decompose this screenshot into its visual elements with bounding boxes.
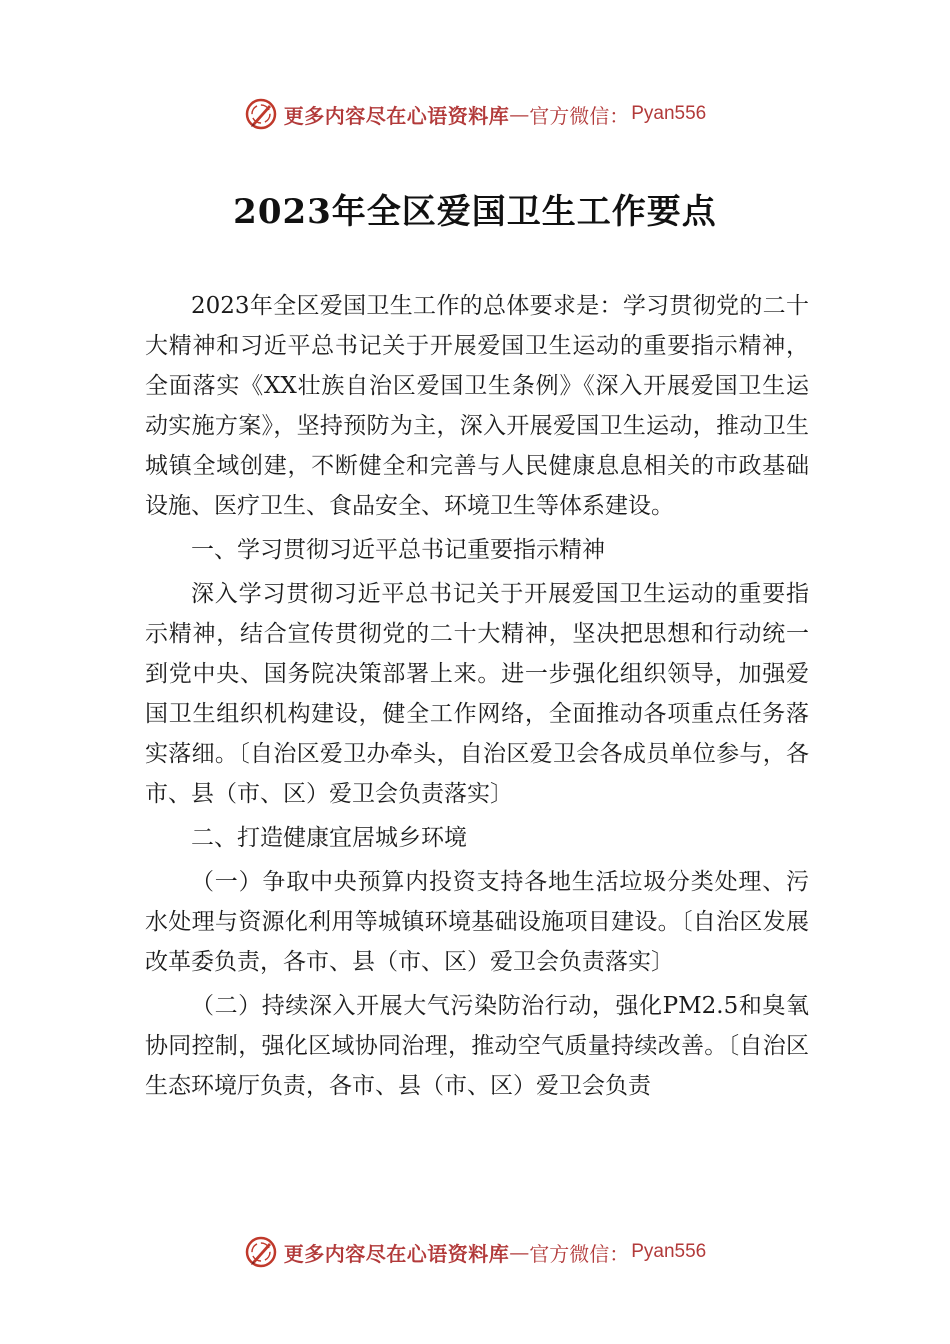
banner-account-id: Pyan556 (631, 1241, 707, 1262)
pen-logo-icon (244, 97, 278, 131)
paragraph-section-1: 深入学习贯彻习近平总书记关于开展爱国卫生运动的重要指示精神，结合宣传贯彻党的二十大精神，坚决把思想和行动统一到党中央、国务院决策部署上来。进一步强化组织领导，加强爱国卫生组织机构建设，健全工作网络，全面推动各项重点任务落实落细。〔自治区爱卫办牵头，自治区爱卫会各成员单位参与，各市、县（市、区）爱卫会负责落实〕 (145, 581, 809, 807)
paragraph-item-2: （二）持续深入开展大气污染防治行动，强化PM2.5和臭氧协同控制，强化区域协同治理，推动空气质量持续改善。〔自治区生态环境厅负责，各市、县（市、区）爱卫会负责 (145, 993, 809, 1099)
banner-dash: — (509, 102, 530, 126)
banner-account-id: Pyan556 (631, 103, 707, 124)
paragraph-item-1: （一）争取中央预算内投资支持各地生活垃圾分类处理、污水处理与资源化利用等城镇环境基础设施项目建设。〔自治区发展改革委负责，各市、县（市、区）爱卫会负责落实〕 (145, 869, 809, 975)
paragraph-intro: 2023年全区爱国卫生工作的总体要求是：学习贯彻党的二十大精神和习近平总书记关于开展爱国卫生运动的重要指示精神，全面落实《XX壮族自治区爱国卫生条例》《深入开展爱国卫生运动实施方案》，坚持预防为主，深入开展爱国卫生运动，推动卫生城镇全域创建，不断健全和完善与人民健康息息相关的市政基础设施、医疗卫生、食品安全、环境卫生等体系建设。 (145, 293, 809, 519)
document-body (145, 286, 809, 1106)
top-banner (0, 94, 950, 134)
banner-brand: 更多内容尽在心语资料库 (283, 1241, 510, 1266)
banner-account-label: 官方微信： (529, 1241, 630, 1266)
pen-logo-icon (244, 1235, 278, 1269)
section-heading-1: 一、学习贯彻习近平总书记重要指示精神 (191, 537, 605, 563)
section-heading-2: 二、打造健康宜居城乡环境 (191, 825, 467, 851)
banner-account-label: 官方微信： (529, 103, 630, 128)
document-title: 2023年全区爱国卫生工作要点 (233, 192, 717, 232)
banner-dash: — (509, 1240, 530, 1264)
banner-brand: 更多内容尽在心语资料库 (283, 103, 510, 128)
bottom-banner (0, 1232, 950, 1272)
